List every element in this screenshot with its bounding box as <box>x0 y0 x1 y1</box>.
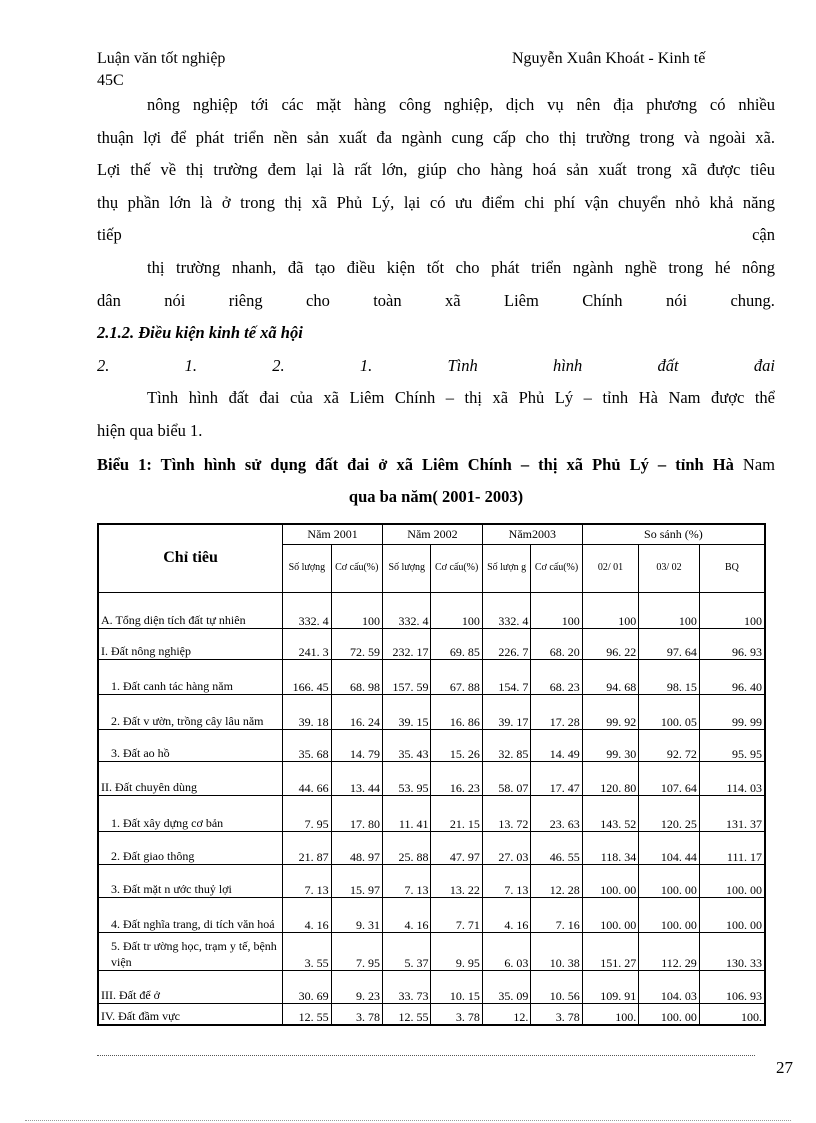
table-cell: 112. 29 <box>639 932 700 970</box>
table-cell: 94. 68 <box>582 659 639 694</box>
table-cell: 5. 37 <box>383 932 431 970</box>
table-cell: 7. 16 <box>531 897 582 932</box>
table-cell: 14. 79 <box>331 729 382 761</box>
paragraph-1 <box>97 89 775 252</box>
text-line-split <box>97 219 775 252</box>
row-label: 2. Đất v ườn, trồng cây lâu năm <box>98 694 283 729</box>
table-cell: 13. 22 <box>431 864 482 897</box>
table-cell: 10. 15 <box>431 970 482 1003</box>
table-cell: 96. 40 <box>699 659 765 694</box>
table-cell: 17. 28 <box>531 694 582 729</box>
table-cell: 67. 88 <box>431 659 482 694</box>
table-cell: 16. 23 <box>431 761 482 795</box>
table-caption-line-2: qua ba năm( 2001- 2003) <box>348 487 524 506</box>
table-cell: 241. 3 <box>283 628 331 659</box>
row-label: I. Đất nông nghiệp <box>98 628 283 659</box>
table-cell: 100. 05 <box>639 694 700 729</box>
table-cell: 120. 80 <box>582 761 639 795</box>
table-cell: 33. 73 <box>383 970 431 1003</box>
table-cell: 6. 03 <box>482 932 530 970</box>
table-row <box>98 970 765 1003</box>
header-year-2003: Năm2003 <box>482 524 582 544</box>
text-line-spread <box>97 285 775 318</box>
table-cell: 47. 97 <box>431 831 482 864</box>
table-cell: 99. 99 <box>699 694 765 729</box>
table-cell: 21. 87 <box>283 831 331 864</box>
table-cell: 35. 43 <box>383 729 431 761</box>
table-row <box>98 628 765 659</box>
word: 1. <box>184 355 197 375</box>
table-cell: 10. 38 <box>531 932 582 970</box>
table-cell: 157. 59 <box>383 659 431 694</box>
text-line: thị trường nhanh, đã tạo điều kiện tốt cho phát triển ngành nghề trong hé nông <box>147 258 775 277</box>
table-cell: 131. 37 <box>699 795 765 831</box>
table-cell: 130. 33 <box>699 932 765 970</box>
table-cell: 104. 03 <box>639 970 700 1003</box>
sub-header: Cơ cấu(%) <box>531 544 582 592</box>
sub-header: Cơ cấu(%) <box>331 544 382 592</box>
table-cell: 9. 23 <box>331 970 382 1003</box>
table-cell: 39. 15 <box>383 694 431 729</box>
table-cell: 35. 09 <box>482 970 530 1003</box>
table-cell: 72. 59 <box>331 628 382 659</box>
table-cell: 21. 15 <box>431 795 482 831</box>
caption-tail: Nam <box>742 455 775 474</box>
page-number: 27 <box>776 1058 793 1077</box>
table-cell: 100. 00 <box>699 864 765 897</box>
header-year-2002: Năm 2002 <box>383 524 483 544</box>
table-row <box>98 1003 765 1025</box>
table-cell: 13. 72 <box>482 795 530 831</box>
table-cell: 12. 55 <box>383 1003 431 1025</box>
table-cell: 16. 86 <box>431 694 482 729</box>
row-label: A. Tổng diện tích đất tự nhiên <box>98 592 283 628</box>
sub-header: BQ <box>699 544 765 592</box>
sub-header: Cơ cấu(%) <box>431 544 482 592</box>
table-cell: 96. 93 <box>699 628 765 659</box>
table-cell: 332. 4 <box>283 592 331 628</box>
header-comparison: So sánh (%) <box>582 524 765 544</box>
table-cell: 10. 56 <box>531 970 582 1003</box>
table-cell: 58. 07 <box>482 761 530 795</box>
word: 1. <box>359 355 373 375</box>
text-line: nông nghiệp tới các mặt hàng công nghiệp, dịch vụ nên địa phương có nhiều <box>147 95 775 114</box>
table-cell: 15. 26 <box>431 729 482 761</box>
table-cell: 100 <box>582 592 639 628</box>
table-cell: 100 <box>531 592 582 628</box>
table-cell: 100. 00 <box>699 897 765 932</box>
table-cell: 100. <box>699 1003 765 1025</box>
table-row <box>98 932 765 970</box>
row-label: 2. Đất giao thông <box>98 831 283 864</box>
table-cell: 32. 85 <box>482 729 530 761</box>
text-line: hiện qua biểu 1. <box>97 420 203 440</box>
table-cell: 44. 66 <box>283 761 331 795</box>
table-row <box>98 897 765 932</box>
table-cell: 7. 95 <box>283 795 331 831</box>
word: hình <box>552 355 583 375</box>
table-cell: 100. 00 <box>582 864 639 897</box>
row-label: 1. Đất canh tác hàng năm <box>98 659 283 694</box>
table-cell: 226. 7 <box>482 628 530 659</box>
text-line: thụ phần lớn là ở trong thị xã Phủ Lý, lại có ưu điểm chi phí vận chuyển nhỏ khả năng <box>97 192 775 212</box>
word: dân <box>97 290 121 310</box>
table-cell: 100 <box>699 592 765 628</box>
table-cell: 39. 17 <box>482 694 530 729</box>
word: 2. <box>272 355 285 375</box>
text-line: Lợi thế về thị trường đem lại là rất lớn, giúp cho hàng hoá sản xuất trong xã được tiêu <box>97 160 775 179</box>
table-cell: 46. 55 <box>531 831 582 864</box>
table-cell: 17. 47 <box>531 761 582 795</box>
table-cell: 92. 72 <box>639 729 700 761</box>
table-cell: 16. 24 <box>331 694 382 729</box>
word: cho <box>306 290 330 310</box>
table-cell: 95. 95 <box>699 729 765 761</box>
table-cell: 107. 64 <box>639 761 700 795</box>
page-header-left: Luận văn tốt nghiệp <box>97 50 226 67</box>
table-row <box>98 729 765 761</box>
table-cell: 100. <box>582 1003 639 1025</box>
table-cell: 111. 17 <box>699 831 765 864</box>
word: riêng <box>228 290 263 310</box>
table-cell: 4. 16 <box>383 897 431 932</box>
table-row <box>98 694 765 729</box>
land-use-table <box>97 523 766 1026</box>
table-cell: 27. 03 <box>482 831 530 864</box>
table-cell: 7. 95 <box>331 932 382 970</box>
page-bottom-divider <box>25 1120 791 1121</box>
table-cell: 4. 16 <box>283 897 331 932</box>
table-cell: 120. 25 <box>639 795 700 831</box>
table-cell: 166. 45 <box>283 659 331 694</box>
word: Liêm <box>504 290 539 310</box>
row-label: 3. Đất mặt n ước thuỷ lợi <box>98 864 283 897</box>
table-cell: 15. 97 <box>331 864 382 897</box>
header-chi-tieu: Chỉ tiêu <box>98 524 283 592</box>
header-year-2001: Năm 2001 <box>283 524 383 544</box>
table-cell: 100 <box>431 592 482 628</box>
row-label: 1. Đất xây dựng cơ bản <box>98 795 283 831</box>
table-cell: 100. 00 <box>639 864 700 897</box>
word: Tình <box>447 355 478 375</box>
word: cận <box>752 225 775 244</box>
table-row <box>98 659 765 694</box>
table-cell: 53. 95 <box>383 761 431 795</box>
sub-header: 03/ 02 <box>639 544 700 592</box>
table-cell: 106. 93 <box>699 970 765 1003</box>
table-cell: 3. 55 <box>283 932 331 970</box>
table-cell: 9. 31 <box>331 897 382 932</box>
table-cell: 97. 64 <box>639 628 700 659</box>
table-cell: 100. 00 <box>639 897 700 932</box>
table-cell: 30. 69 <box>283 970 331 1003</box>
table-cell: 7. 13 <box>482 864 530 897</box>
paragraph-2 <box>97 252 775 447</box>
sub-header: Số lượng <box>383 544 431 592</box>
sub-header: 02/ 01 <box>582 544 639 592</box>
table-cell: 17. 80 <box>331 795 382 831</box>
word: toàn <box>373 290 402 310</box>
word: tiếp <box>97 225 122 244</box>
sub-header: Số lượn g <box>482 544 530 592</box>
table-cell: 104. 44 <box>639 831 700 864</box>
table-cell: 143. 52 <box>582 795 639 831</box>
table-cell: 3. 78 <box>331 1003 382 1025</box>
table-cell: 9. 95 <box>431 932 482 970</box>
row-label: IV. Đất đầm vực <box>98 1003 283 1025</box>
table-cell: 7. 71 <box>431 897 482 932</box>
table-row <box>98 864 765 897</box>
table-cell: 68. 23 <box>531 659 582 694</box>
page-header-right: Nguyễn Xuân Khoát - Kinh tế <box>512 50 706 67</box>
table-cell: 39. 18 <box>283 694 331 729</box>
table-cell: 332. 4 <box>482 592 530 628</box>
word: chung. <box>730 290 775 310</box>
word: đất <box>657 355 679 375</box>
word: nói <box>665 290 688 310</box>
table-cell: 68. 98 <box>331 659 382 694</box>
row-label: 3. Đất ao hồ <box>98 729 283 761</box>
table-cell: 12. 55 <box>283 1003 331 1025</box>
table-cell: 99. 92 <box>582 694 639 729</box>
footer-divider <box>97 1055 755 1056</box>
table-row <box>98 795 765 831</box>
word: đai <box>753 355 775 375</box>
table-cell: 100. 00 <box>582 897 639 932</box>
table-cell: 11. 41 <box>383 795 431 831</box>
word: nói <box>164 290 186 310</box>
table-cell: 118. 34 <box>582 831 639 864</box>
table-cell: 98. 15 <box>639 659 700 694</box>
caption-text: Biểu 1: Tình hình sử dụng đất đai ở xã Liêm Chính – thị xã Phủ Lý – tỉnh Hà <box>97 455 734 474</box>
table-cell: 13. 44 <box>331 761 382 795</box>
row-label: III. Đất để ở <box>98 970 283 1003</box>
table-cell: 48. 97 <box>331 831 382 864</box>
table-row <box>98 761 765 795</box>
table-cell: 69. 85 <box>431 628 482 659</box>
row-label: 4. Đất nghĩa trang, di tích văn hoá <box>98 897 283 932</box>
table-cell: 25. 88 <box>383 831 431 864</box>
page-header-continuation: 45C <box>97 72 124 89</box>
subsection-heading <box>97 350 775 383</box>
table-cell: 12. 28 <box>531 864 582 897</box>
table-cell: 3. 78 <box>531 1003 582 1025</box>
table-cell: 99. 30 <box>582 729 639 761</box>
table-cell: 3. 78 <box>431 1003 482 1025</box>
table-cell: 35. 68 <box>283 729 331 761</box>
table-cell: 12. <box>482 1003 530 1025</box>
table-cell: 96. 22 <box>582 628 639 659</box>
table-cell: 14. 49 <box>531 729 582 761</box>
text-line: Tình hình đất đai của xã Liêm Chính – thị xã Phủ Lý – tỉnh Hà Nam được thể <box>147 388 775 407</box>
section-heading: 2.1.2. Điều kiện kinh tế xã hội <box>97 323 303 342</box>
table-cell: 332. 4 <box>383 592 431 628</box>
table-cell: 151. 27 <box>582 932 639 970</box>
sub-header: Số lượng <box>283 544 331 592</box>
table-cell: 232. 17 <box>383 628 431 659</box>
table-cell: 7. 13 <box>283 864 331 897</box>
table-cell: 100. 00 <box>639 1003 700 1025</box>
table-caption-line-1 <box>97 448 775 482</box>
table-cell: 100 <box>331 592 382 628</box>
table-cell: 7. 13 <box>383 864 431 897</box>
text-line: thuận lợi để phát triển nền sản xuất đa ngành cung cấp cho thị trường trong và ngoài xã. <box>97 127 775 147</box>
table-cell: 114. 03 <box>699 761 765 795</box>
table-cell: 4. 16 <box>482 897 530 932</box>
table-row <box>98 592 765 628</box>
word: 2. <box>97 355 110 375</box>
row-label: II. Đất chuyên dùng <box>98 761 283 795</box>
table-cell: 154. 7 <box>482 659 530 694</box>
table-cell: 68. 20 <box>531 628 582 659</box>
table-cell: 100 <box>639 592 700 628</box>
table-row <box>98 831 765 864</box>
table-cell: 23. 63 <box>531 795 582 831</box>
row-label: 5. Đất tr ường học, trạm y tế, bệnh viện <box>98 932 283 970</box>
word: Chính <box>582 290 623 310</box>
table-cell: 109. 91 <box>582 970 639 1003</box>
word: xã <box>445 290 461 310</box>
